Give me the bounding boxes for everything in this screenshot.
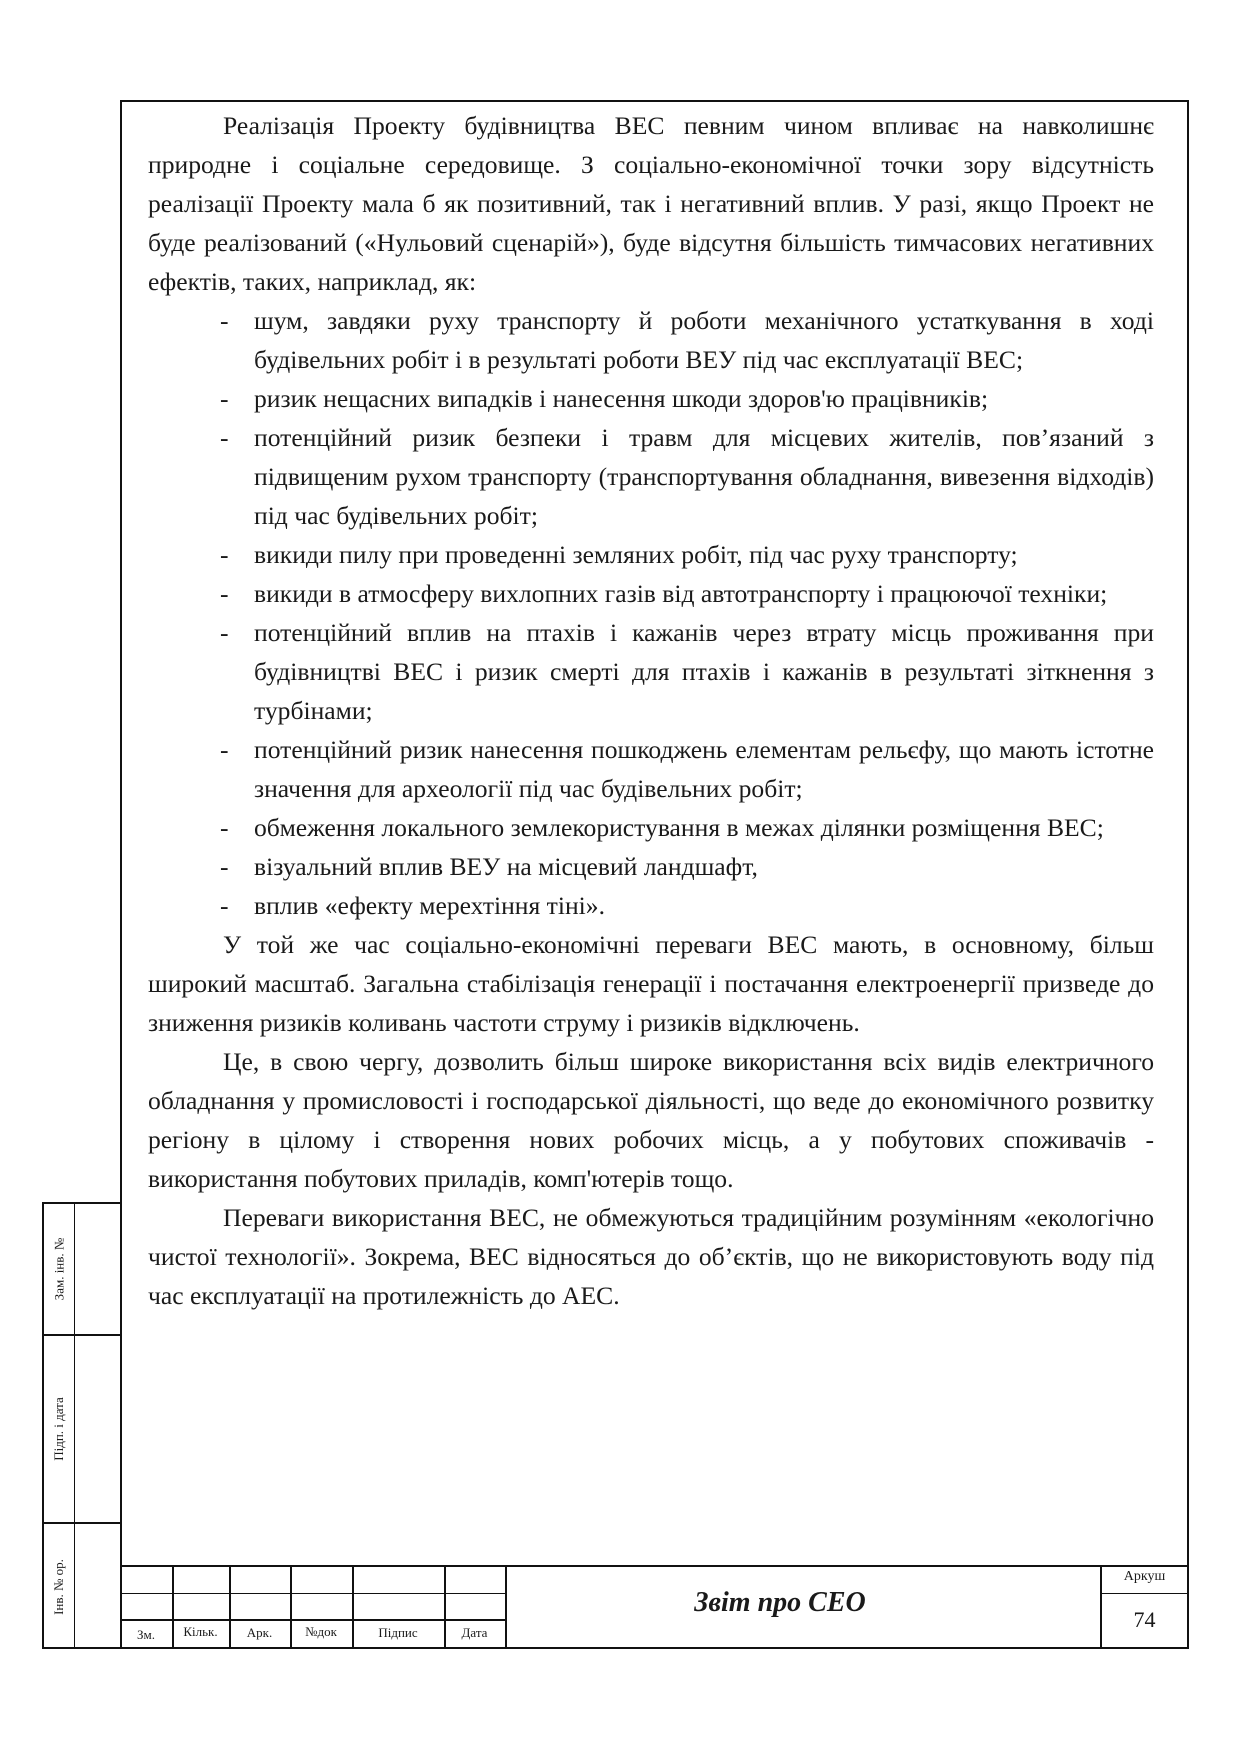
side-cell-inv-or [44,1524,74,1649]
list-item [148,613,1154,730]
side-approval-table [42,1202,120,1649]
paragraph-benefits: У той же час соціально-економічні переваги ВЕС мають, в основному, більш широкий масштаб. Загальна стабілізація генерації і постачання електроенергії призведе до зниження ризиків коливань частоти струму і ризиків відключень. [148,930,1154,1037]
list-item-text: шум, завдяки руху транспорту й роботи механічного устаткування в ході будівельних робіт і в результаті роботи ВЕУ під час експлуатації ВЕС; [254,306,1154,374]
list-item [148,808,1154,847]
sheet-label: Аркуш [1123,1569,1166,1584]
list-item [148,418,1154,535]
list-dash: - [220,891,229,920]
list-dash: - [220,423,229,452]
list-dash: - [220,813,229,842]
stamp-col-data: Дата [461,1625,488,1640]
document-body [148,106,1154,1315]
list-dash: - [220,306,229,335]
list-item [148,847,1154,886]
list-item-text: обмеження локального землекористування в межах ділянки розміщення ВЕС; [254,813,1104,842]
list-dash: - [220,579,229,608]
side-label-inv-or: Інв. № ор. [51,1558,67,1615]
list-item-text: візуальний вплив ВЕУ на місцевий ландшафт, [254,852,758,881]
stamp-col-ndok: №док [305,1624,337,1639]
document-title: Звіт про СЕО [694,1587,866,1618]
list-item-text: вплив «ефекту мерехтіння тіні». [254,891,605,920]
list-item-text: викиди пилу при проведенні земляних робіт, під час руху транспорту; [254,540,1018,569]
impact-list [148,301,1154,925]
list-item [148,379,1154,418]
side-label-pidp-data: Підп. і дата [51,1397,66,1461]
list-dash: - [220,384,229,413]
list-dash: - [220,540,229,569]
stamp-col-kilk: Кільк. [183,1624,218,1639]
title-block [120,1565,1189,1649]
paragraph-consequence: Це, в свою чергу, дозволить більш широке використання всіх видів електричного обладнання у промисловості і господарської діяльності, що веде до економічного розвитку регіону в цілому і створення нових робочих місць, а у побутових споживачів - використання побутових приладів, комп'ютерів тощо. [148,1047,1154,1193]
list-item [148,574,1154,613]
list-item [148,535,1154,574]
list-item-text: потенційний ризик нанесення пошкоджень елементам рельєфу, що мають істотне значення для археології під час будівельних робіт; [254,735,1154,803]
list-item-text: ризик нещасних випадків і нанесення шкоди здоров'ю працівників; [254,384,989,413]
list-item-text: викиди в атмосферу вихлопних газів від автотранспорту і працюючої техніки; [254,579,1108,608]
list-item [148,886,1154,925]
list-dash: - [220,735,229,764]
list-item [148,301,1154,379]
list-item-text: потенційний ризик безпеки і травм для місцевих жителів, пов’язаний з підвищеним рухом транспорту (транспортування обладнання, вивезення відходів) під час будівельних робіт; [254,423,1154,530]
side-cell-zam-inv [44,1204,74,1334]
list-dash: - [220,618,229,647]
stamp-col-pidpys: Підпис [378,1625,418,1640]
sheet-number: 74 [1133,1607,1156,1632]
paragraph-intro: Реалізація Проекту будівництва ВЕС певним чином впливає на навколишнє природне і соціальне середовище. З соціально-економічної точки зору відсутність реалізації Проекту мала б як позитивний, так і негативний вплив. У разі, якщо Проект не буде реалізований («Нульовий сценарій»), буде відсутня більшість тимчасових негативних ефектів, таких, наприклад, як: [148,111,1154,296]
paragraph-advantages: Переваги використання ВЕС, не обмежуються традиційним розумінням «екологічно чистої технології». Зокрема, ВЕС відносяться до об’єктів, що не використовують воду під час експлуатації на протилежність до АЕС. [148,1203,1154,1310]
list-item-text: потенційний вплив на птахів і кажанів через втрату місць проживання при будівництві ВЕС і ризик смерті для птахів і кажанів в результаті зіткнення з турбінами; [254,618,1154,725]
stamp-col-zm: Зм. [137,1627,155,1642]
list-item [148,730,1154,808]
stamp-col-ark: Арк. [246,1625,273,1640]
side-label-zam-inv: Зам. інв. № [51,1237,66,1301]
side-cell-pidp-data [44,1336,74,1522]
list-dash: - [220,852,229,881]
